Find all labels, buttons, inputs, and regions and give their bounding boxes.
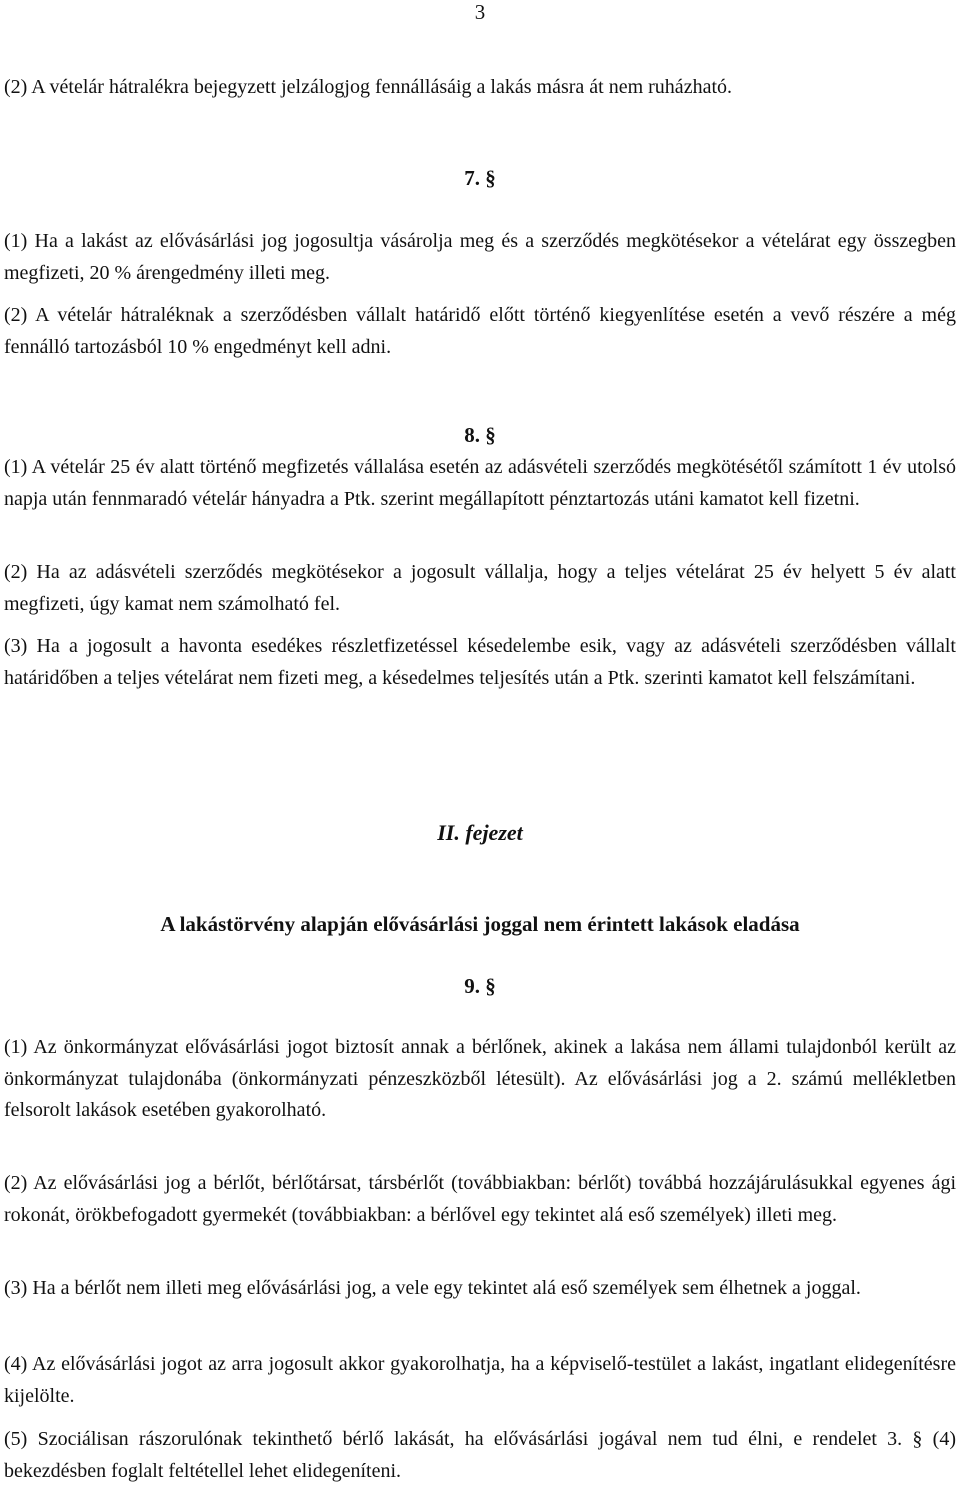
paragraph-8-3: (3) Ha a jogosult a havonta esedékes részletfizetéssel késedelembe esik, vagy az adásvételi szerződésben vállalt határidőben a teljes vételárat nem fizeti meg, a késedelmes teljesítés után a Ptk. szerinti kamatot kell felszámítani.: [4, 635, 956, 689]
chapter-label: II. fejezet: [437, 820, 523, 845]
paragraph-9-4: (4) Az elővásárlási jogot az arra jogosult akkor gyakorolhatja, ha a képviselő-testület a lakást, ingatlant elidegenítésre kijelölte.: [4, 1353, 956, 1407]
paragraph-9-1: (1) Az önkormányzat elővásárlási jogot biztosít annak a bérlőnek, akinek a lakása nem állami tulajdonból került az önkormányzat tulajdonába (önkormányzati pénzeszközből létesült). Az elővásárlási jog a 2. számú mellékletben felsorolt lakások esetében gyakorolható.: [4, 1036, 956, 1121]
section-9-heading: 9. §: [464, 974, 496, 998]
page-number: 3: [474, 0, 486, 24]
paragraph-6-2: (2) A vételár hátralékra bejegyzett jelzálogjog fennállásáig a lakás másra át nem ruházható.: [4, 76, 732, 98]
paragraph-9-2: (2) Az elővásárlási jog a bérlőt, bérlőtársat, társbérlőt (továbbiakban: bérlőt) továbbá hozzájárulásukkal egyenes ági rokonát, örökbefogadott gyermekét (továbbiakban: a bérlővel egy tekintet alá eső személyek) illeti meg.: [4, 1172, 956, 1226]
paragraph-7-1: (1) Ha a lakást az elővásárlási jog jogosultja vásárolja meg és a szerződés megkötésekor a vételárat egy összegben megfizeti, 20 % árengedmény illeti meg.: [4, 230, 956, 284]
section-8-heading: 8. §: [464, 423, 496, 447]
section-7-heading: 7. §: [464, 166, 496, 190]
paragraph-9-3: (3) Ha a bérlőt nem illeti meg elővásárlási jog, a vele egy tekintet alá eső személyek sem élhetnek a joggal.: [4, 1277, 861, 1299]
chapter-title: A lakástörvény alapján elővásárlási joggal nem érintett lakások eladása: [160, 912, 800, 936]
paragraph-9-5: (5) Szociálisan rászorulónak tekinthető bérlő lakását, ha elővásárlási jogával nem tud élni, e rendelet 3. § (4) bekezdésben foglalt feltétellel lehet elidegeníteni.: [4, 1428, 956, 1482]
paragraph-8-2: (2) Ha az adásvételi szerződés megkötésekor a jogosult vállalja, hogy a teljes vételárat 25 év helyett 5 év alatt megfizeti, úgy kamat nem számolható fel.: [4, 561, 956, 615]
paragraph-7-2: (2) A vételár hátraléknak a szerződésben vállalt határidő előtt történő kiegyenlítése esetén a vevő részére a még fennálló tartozásból 10 % engedményt kell adni.: [4, 304, 956, 358]
paragraph-8-1: (1) A vételár 25 év alatt történő megfizetés vállalása esetén az adásvételi szerződés megkötésétől számított 1 év utolsó napja után fennmaradó vételár hányadra a Ptk. szerint megállapított pénztartozás utáni kamatot kell fizetni.: [4, 456, 956, 510]
